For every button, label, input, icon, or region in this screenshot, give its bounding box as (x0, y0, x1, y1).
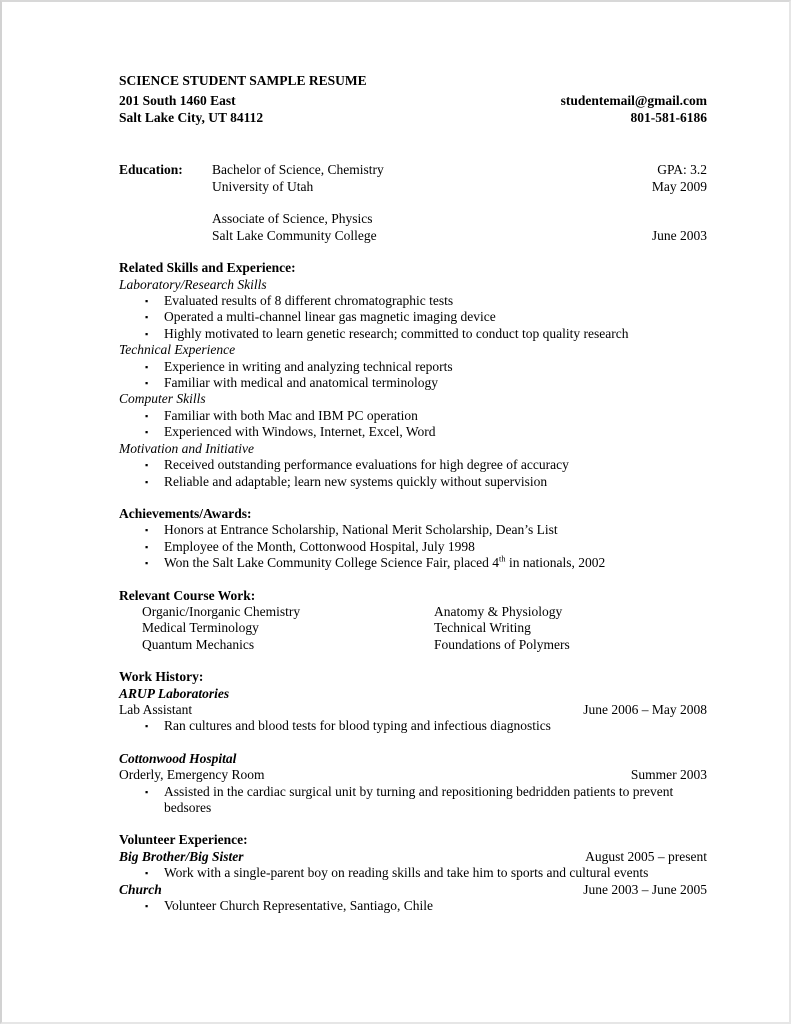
course-name: Medical Terminology (142, 620, 259, 636)
bullet-icon: ▪ (145, 558, 149, 569)
skill-group-title: Motivation and Initiative (119, 440, 254, 456)
bullet-icon: ▪ (145, 786, 149, 797)
course-name: Quantum Mechanics (142, 636, 255, 652)
address-line-2: Salt Lake City, UT 84112 (119, 109, 264, 125)
contact-row-1 (119, 93, 707, 109)
bullet-icon: ▪ (145, 378, 149, 389)
page-title: SCIENCE STUDENT SAMPLE RESUME (119, 73, 367, 88)
job-duty-text: Assisted in the cardiac surgical unit by turning and repositioning bedridden patients to prevent bedsores (164, 783, 674, 816)
bullet-icon: ▪ (145, 427, 149, 438)
section-heading: Related Skills and Experience: (119, 260, 296, 276)
bullet-icon: ▪ (145, 296, 149, 307)
skill-group-title: Computer Skills (119, 391, 206, 407)
address-line-1: 201 South 1460 East (119, 93, 236, 109)
job-dates: June 2006 – May 2008 (583, 701, 707, 717)
course-name: Foundations of Polymers (434, 636, 570, 652)
company-name: Cottonwood Hospital (119, 750, 237, 766)
education-entry-row (212, 228, 707, 244)
course-name: Technical Writing (434, 620, 531, 636)
section-heading: Work History: (119, 669, 204, 685)
volunteer-dates: June 2003 – June 2005 (583, 881, 707, 897)
school-name: University of Utah (212, 178, 314, 194)
skill-item (119, 326, 707, 342)
coursework-section (119, 588, 707, 654)
achievements-section (119, 506, 707, 572)
school-name: Salt Lake Community College (212, 227, 377, 243)
job-title-row (119, 702, 707, 718)
course-row (119, 620, 707, 636)
job-title-row (119, 767, 707, 783)
skill-text: Highly motivated to learn genetic research; committed to conduct top quality research (164, 325, 629, 341)
graduation-date: June 2003 (651, 227, 707, 243)
skill-item (119, 424, 707, 440)
skill-text: Reliable and adaptable; learn new systems quickly without supervision (164, 473, 548, 489)
volunteer-entry (119, 849, 707, 882)
achievement-text-pre: Won the Salt Lake Community College Science Fair, placed 4 (164, 555, 500, 571)
ordinal-superscript: th (499, 554, 506, 564)
job-title: Lab Assistant (119, 701, 193, 717)
skill-group-title: Laboratory/Research Skills (119, 276, 267, 292)
organization-name: Church (119, 881, 162, 897)
skill-item (119, 408, 707, 424)
education-entry-row (212, 211, 707, 227)
education-label: Education: (119, 162, 183, 178)
volunteer-entry (119, 882, 707, 915)
bullet-icon: ▪ (145, 901, 149, 912)
organization-name: Big Brother/Big Sister (119, 848, 244, 864)
skill-item (119, 474, 707, 490)
company-name: ARUP Laboratories (119, 685, 230, 701)
volunteer-org-row (119, 849, 707, 865)
skill-text: Experience in writing and analyzing technical reports (164, 358, 453, 374)
skill-item (119, 309, 707, 325)
bullet-icon: ▪ (145, 721, 149, 732)
resume-content (119, 73, 707, 914)
section-heading: Volunteer Experience: (119, 832, 248, 848)
course-row (119, 604, 707, 620)
volunteer-duty-text: Volunteer Church Representative, Santiago, Chile (164, 898, 433, 914)
achievement-text: Employee of the Month, Cottonwood Hospital, July 1998 (164, 538, 475, 554)
skill-item (119, 293, 707, 309)
volunteer-org-row (119, 882, 707, 898)
skill-text: Familiar with medical and anatomical terminology (164, 375, 439, 391)
achievement-text-post: in nationals, 2002 (505, 555, 606, 571)
skill-item (119, 359, 707, 375)
bullet-icon: ▪ (145, 410, 149, 421)
phone-text: 801-581-6186 (630, 109, 707, 125)
skill-text: Received outstanding performance evaluations for high degree of accuracy (164, 457, 569, 473)
skill-text: Operated a multi-channel linear gas magnetic imaging device (164, 309, 496, 325)
education-body (212, 162, 707, 244)
achievement-item (119, 539, 707, 555)
degree-name: Associate of Science, Physics (212, 211, 373, 227)
gpa-value: GPA: 3.2 (657, 162, 707, 178)
job-duty-item (119, 784, 707, 817)
achievement-text: Honors at Entrance Scholarship, National Merit Scholarship, Dean’s List (164, 522, 558, 538)
bullet-icon: ▪ (145, 312, 149, 323)
job-entry (119, 751, 707, 817)
education-section (119, 162, 707, 244)
bullet-icon: ▪ (145, 328, 149, 339)
achievement-text (164, 555, 707, 571)
volunteer-dates: August 2005 – present (585, 848, 707, 864)
graduation-date: May 2009 (651, 178, 707, 194)
achievement-item (119, 522, 707, 538)
bullet-icon: ▪ (145, 868, 149, 879)
course-name: Anatomy & Physiology (434, 603, 563, 619)
bullet-icon: ▪ (145, 476, 149, 487)
job-duty-item (119, 718, 707, 734)
education-entry-row (212, 179, 707, 195)
skill-text: Evaluated results of 8 different chromatographic tests (164, 293, 454, 309)
skill-item (119, 457, 707, 473)
job-duty-text: Ran cultures and blood tests for blood typing and infectious diagnostics (164, 718, 551, 734)
work-history-section (119, 669, 707, 816)
degree-name: Bachelor of Science, Chemistry (212, 162, 384, 178)
volunteer-duty-item (119, 865, 707, 881)
skill-text: Familiar with both Mac and IBM PC operation (164, 407, 418, 423)
job-title: Orderly, Emergency Room (119, 767, 265, 783)
bullet-icon: ▪ (145, 460, 149, 471)
bullet-icon: ▪ (145, 525, 149, 536)
skill-item (119, 375, 707, 391)
contact-row-2 (119, 110, 707, 126)
course-name: Organic/Inorganic Chemistry (142, 603, 301, 619)
achievement-item (119, 555, 707, 571)
volunteer-duty-text: Work with a single-parent boy on reading skills and take him to sports and cultural events (164, 865, 649, 881)
volunteer-duty-item (119, 898, 707, 914)
education-entry-row (212, 162, 707, 178)
job-entry (119, 686, 707, 735)
volunteer-section (119, 832, 707, 914)
email-text: studentemail@gmail.com (560, 93, 707, 109)
course-row (119, 637, 707, 653)
skill-group-title: Technical Experience (119, 342, 236, 358)
bullet-icon: ▪ (145, 541, 149, 552)
job-dates: Summer 2003 (630, 767, 707, 783)
spacer (212, 195, 707, 211)
skills-section (119, 260, 707, 490)
section-heading: Achievements/Awards: (119, 505, 252, 521)
section-heading: Relevant Course Work: (119, 587, 256, 603)
bullet-icon: ▪ (145, 361, 149, 372)
skill-text: Experienced with Windows, Internet, Excel, Word (164, 424, 436, 440)
